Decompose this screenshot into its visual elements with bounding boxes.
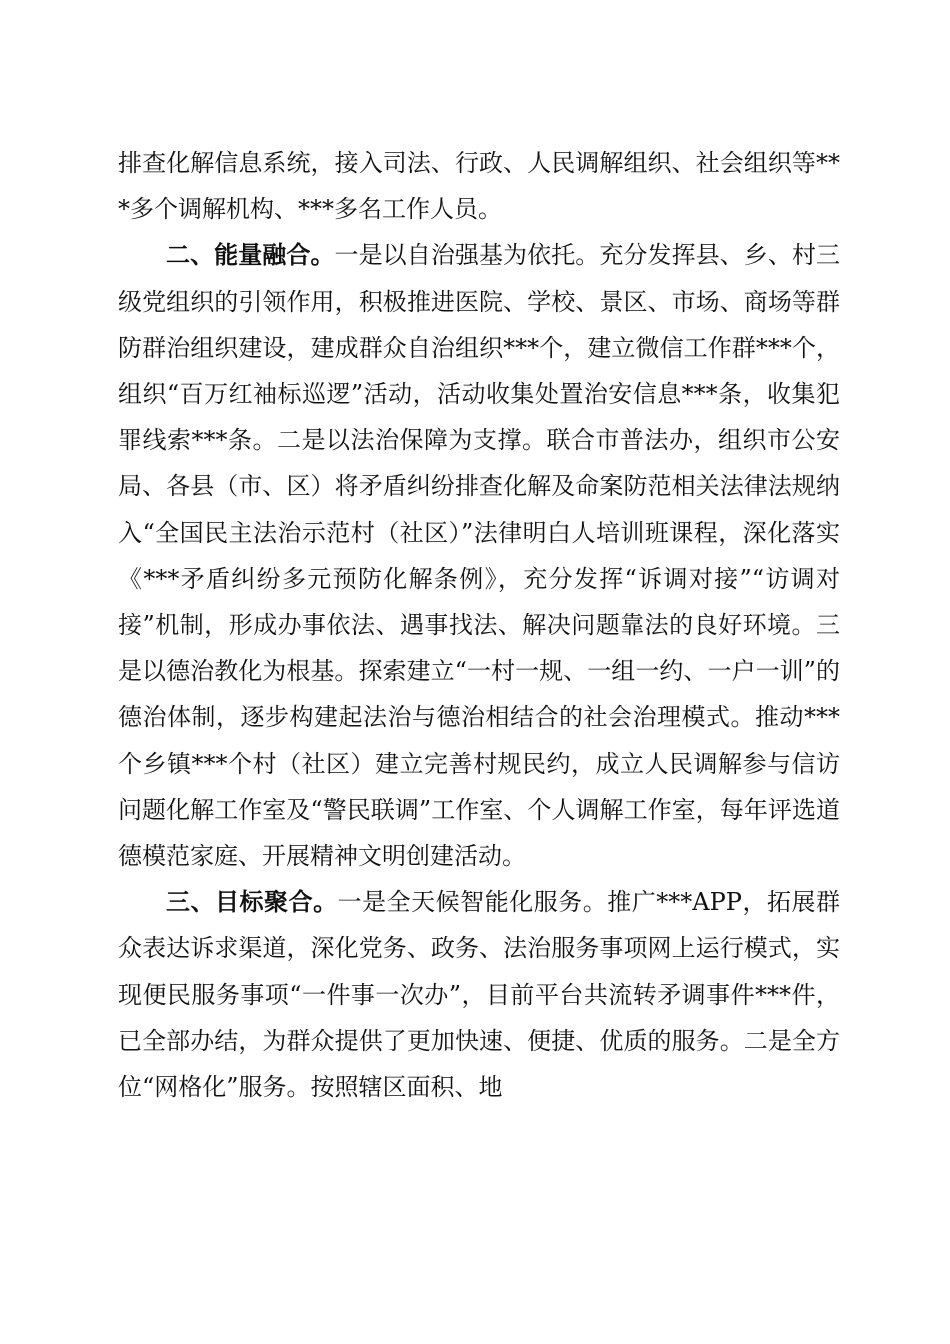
paragraph-text: 一是以自治强基为依托。充分发挥县、乡、村三级党组织的引领作用，积极推进医院、学校、景区、市场、商场等群防群治组织建设，建成群众自治组织***个，建立微信工作群***个，组织“百万红袖标巡逻”活动，活动收集处置治安信息***条，收集犯罪线索***条。二是以法治保障为支撑。联合市普法办，组织市公安局、各县（市、区）将矛盾纠纷排查化解及命案防范相关法律法规纳入“全国民主法治示范村（社区）”法律明白人培训班课程，深化落实《***矛盾纠纷多元预防化解条例》，充分发挥“诉调对接”“访调对接”机制，形成办事依法、遇事找法、解决问题靠法的良好环境。三是以德治教化为根基。探索建立“一村一规、一组一约、一户一训”的德治体制，逐步构建起法治与德治相结合的社会治理模式。推动***个乡镇***个村（社区）建立完善村规民约，成立人民调解参与信访问题化解工作室及“警民联调”工作室、个人调解工作室，每年评选道德模范家庭、开展精神文明创建活动。	[118, 241, 841, 871]
paragraph-text: 一是全天候智能化服务。推广***APP，拓展群众表达诉求渠道，深化党务、政务、法治服务事项网上运行模式，实现便民服务事项“一件事一次办”，目前平台共流转矛调事件***件，已全部办结，为群众提供了更加快速、便捷、优质的服务。二是全方位“网格化”服务。按照辖区面积、地	[118, 888, 840, 1102]
paragraph-continuation	[118, 140, 840, 232]
paragraph-text: 排查化解信息系统，接入司法、行政、人民调解组织、社会组织等***多个调解机构、***多名工作人员。	[118, 149, 840, 224]
paragraph-energy-fusion	[118, 232, 840, 879]
section-heading-energy-fusion: 二、能量融合。	[166, 241, 335, 270]
document-body	[118, 140, 840, 1110]
paragraph-goal-convergence	[118, 879, 840, 1110]
section-heading-goal-convergence: 三、目标聚合。	[166, 888, 338, 917]
